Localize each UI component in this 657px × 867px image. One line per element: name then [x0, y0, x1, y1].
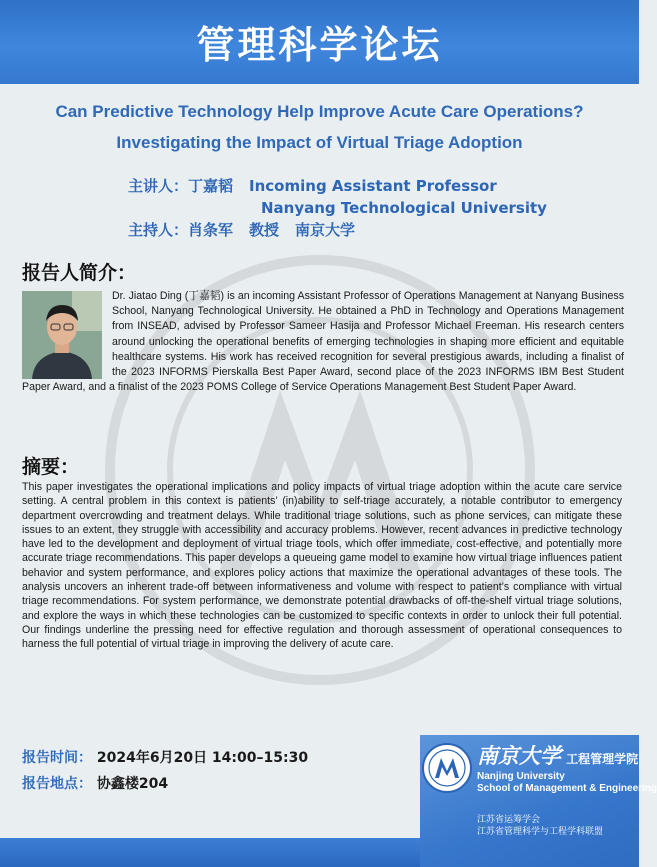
logo-university-cn: 南京大学	[477, 743, 561, 768]
logo-school-en: School of Management & Engineering	[477, 783, 657, 794]
abstract-text: This paper investigates the operational implications and policy impacts of virtual triage adoption within the acute care service setting. A central problem in this context is patients’ (in)ability to self-triage accurately, a notable contributor to emergency department overcrowding and treatment delays. While traditional triage solutions, such as phone services, can mitigate these issues to an extent, they struggle with accessibility and accuracy problems. However, recent advances in predictive technology have led to the development and deployment of virtual triage tools, which offer immediate, cost-effective, and potentially more accurate triage recommendations. This paper develops a queueing game model to examine how virtual triage influences patient behavior and system performance, and explores policy actions that maximize the operational advantages of these tools. The analysis uncovers an inherent trade-off between informativeness and volume with respect to patient’s compliance with virtual triage recommendations. For system performance, we demonstrate potential drawbacks of off-the-shelf virtual triage solutions, and explore the ways in which these technologies can be customized to specific contexts in order to unlock their full potential. Our findings underline the pressing need for effective regulation and thorough assessment of operational consequences to harness the full potential of virtual triage in improving the delivery of acute care.	[22, 481, 622, 651]
place-value: 协鑫楼204	[96, 776, 169, 792]
logo-university-en: Nanjing University	[477, 771, 565, 782]
bio-heading: 报告人简介：	[22, 262, 137, 284]
talk-title-line1: Can Predictive Technology Help Improve Acute Care Operations?	[55, 102, 584, 121]
assoc-1: 江苏省运筹学会	[477, 815, 541, 825]
logo-chinese	[477, 740, 638, 770]
header-banner	[0, 0, 639, 84]
place-label: 报告地点：	[22, 776, 92, 792]
co-organizers	[477, 814, 603, 838]
talk-title-line2: Investigating the Impact of Virtual Triage Adoption	[116, 133, 523, 152]
logo-school-cn: 工程管理学院	[566, 752, 639, 766]
time-label: 报告时间：	[22, 750, 92, 766]
forum-title: 管理科学论坛	[196, 22, 443, 67]
speaker-label: 主讲人：	[128, 177, 189, 195]
place-row	[22, 773, 168, 793]
bio-section	[22, 289, 624, 395]
time-value: 2024年6月20日 14:00–15:30	[96, 750, 309, 766]
speaker-title: Incoming Assistant Professor	[249, 177, 497, 195]
host-name: 肖条军	[188, 221, 234, 239]
talk-title	[0, 96, 639, 158]
host-title: 教授	[249, 221, 280, 239]
bio-text: Dr. Jiatao Ding (丁嘉韬) is an incoming Assistant Professor of Operations Management at Nanyang Business School, Nanyang Technological University. He obtained a PhD in Technology and Operations Management from INSEAD, advised by Professor Sameer Hasija and Professor Michael Freeman. His research centers around unlocking the operational benefits of emerging technologies in shaping more efficient and equitable healthcare systems. His work has received recognition for several prestigious awards, including a finalist of the 2023 INFORMS Pierskalla Best Paper Award, second place of the 2023 INFORMS IBM Best Student Paper Award, and a finalist of the 2023 POMS College of Service Operations Management Best Student Paper Award.	[22, 290, 624, 394]
nju-emblem-icon	[420, 741, 474, 795]
host-label: 主持人：	[128, 221, 189, 239]
speaker-block	[128, 175, 547, 241]
logo-english	[477, 771, 657, 795]
speaker-name: 丁嘉韬	[188, 177, 234, 195]
speaker-photo	[22, 291, 102, 379]
time-row	[22, 747, 308, 767]
assoc-2: 江苏省管理科学与工程学科联盟	[477, 827, 604, 837]
abstract-heading: 摘要：	[22, 456, 80, 478]
speaker-portrait-icon	[22, 291, 102, 379]
host-affiliation: 南京大学	[295, 221, 356, 239]
speaker-affiliation: Nanyang Technological University	[261, 199, 547, 217]
